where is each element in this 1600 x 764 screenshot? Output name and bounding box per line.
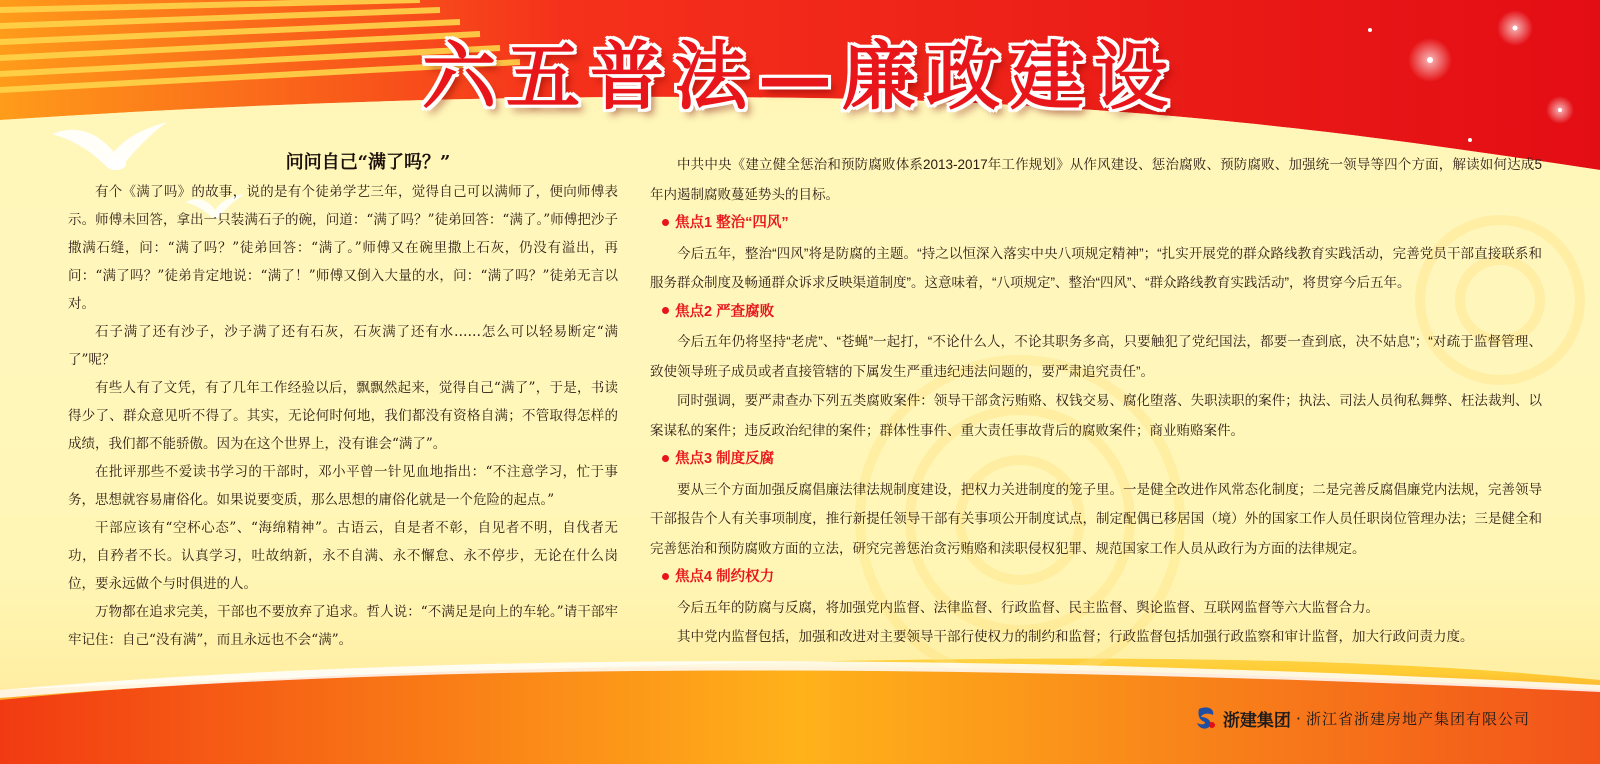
company-name: 浙江省浙建房地产集团有限公司 <box>1305 709 1530 728</box>
bullet-dot-icon <box>662 455 669 462</box>
article-left <box>68 150 618 654</box>
focus-heading <box>650 209 1542 239</box>
paragraph: 同时强调，要严肃查办下列五类腐败案件：领导干部贪污贿赂、权钱交易、腐化堕落、失职渎职的案件；执法、司法人员徇私舞弊、枉法裁判、以案谋私的案件；违反政治纪律的案件；群体性事件、重大责任事故背后的腐败案件；商业贿赂案件。 <box>650 393 1542 438</box>
focus-title: 焦点4 制约权力 <box>675 569 775 585</box>
bullet-dot-icon <box>662 219 669 226</box>
focus-heading <box>650 298 1542 328</box>
bullet-dot-icon <box>662 573 669 580</box>
paragraph: 今后五年仍将坚持“老虎”、“苍蝇”一起打，“不论什么人，不论其职务多高，只要触犯了党纪国法，都要一查到底，决不姑息”；“对疏于监督管理、致使领导班子成员或者直接管辖的下属发生严重违纪违法问题的，要严肃追究责任”。 <box>650 334 1542 379</box>
paragraph: 今后五年的防腐与反腐，将加强党内监督、法律监督、行政监督、民主监督、舆论监督、互联网监督等六大监督合力。 <box>677 599 1379 615</box>
intro-paragraph: 中共中央《建立健全惩治和预防腐败体系2013-2017年工作规划》从作风建设、惩治腐败、预防腐败、加强统一领导等四个方面，解读如何达成5年内遏制腐败蔓延势头的目标。 <box>650 157 1542 202</box>
footer <box>1195 703 1530 733</box>
paragraph: 干部应该有“空杯心态”、“海绵精神”。古语云，自是者不彰，自见者不明，自伐者无功，自矜者不长。认真学习，吐故纳新，永不自满、永不懈怠、永不停步，无论在什么岗位，要永远做个与时俱进的人。 <box>68 520 618 592</box>
paragraph: 其中党内监督包括，加强和改进对主要领导干部行使权力的制约和监督；行政监督包括加强行政监察和审计监督，加大行政问责力度。 <box>677 629 1474 644</box>
paragraph: 有些人有了文凭，有了几年工作经验以后，飘飘然起来，觉得自己“满了”，于是，书读得少了、群众意见听不得了。其实，无论何时何地，我们都没有资格自满；不管取得怎样的成绩，我们都不能骄傲。因为在这个世界上，没有谁会“满了”。 <box>68 380 618 452</box>
separator: · <box>1295 708 1301 728</box>
paragraph: 万物都在追求完美，干部也不要放弃了追求。哲人说：“不满足是向上的车轮。”请干部牢牢记住：自己“没有满”，而且永远也不会“满”。 <box>68 604 618 648</box>
paragraph: 要从三个方面加强反腐倡廉法律法规制度建设，把权力关进制度的笼子里。一是健全改进作风常态化制度；二是完善反腐倡廉党内法规，完善领导干部报告个人有关事项制度，推行新提任领导干部有关事项公开制度试点，制定配偶已移居国（境）外的国家工作人员任职岗位管理办法；三是健全和完善惩治和预防腐败方面的立法，研究完善惩治贪污贿赂和渎职侵权犯罪、规范国家工作人员从政行为方面的法律规定。 <box>650 481 1542 556</box>
brand-name: 浙建集团 <box>1222 710 1291 731</box>
page-title: 六五普法—廉政建设 <box>422 34 1178 120</box>
focus-title: 焦点1 整治“四风” <box>675 215 789 231</box>
paragraph: 今后五年，整治“四风”将是防腐的主题。“持之以恒深入落实中央八项规定精神”；“扎实开展党的群众路线教育实践活动，完善党员干部直接联系和服务群众制度及畅通群众诉求反映渠道制度”。这意味着，“八项规定”、整治“四风”、“群众路线教育实践活动”，将贯穿今后五年。 <box>650 245 1542 290</box>
paragraph: 在批评那些不爱读书学习的干部时，邓小平曾一针见血地指出：“不注意学习，忙于事务，思想就容易庸俗化。如果说要变质，那么思想的庸俗化就是一个危险的起点。” <box>68 464 618 508</box>
article-heading: 问问自己“满了吗？” <box>285 152 451 173</box>
paragraph: 石子满了还有沙子，沙子满了还有石灰，石灰满了还有水……怎么可以轻易断定“满了”呢？ <box>68 324 618 368</box>
article-right <box>650 150 1542 652</box>
focus-title: 焦点3 制度反腐 <box>675 451 775 467</box>
company-logo-icon <box>1195 705 1217 731</box>
bullet-dot-icon <box>662 307 669 314</box>
focus-heading <box>650 563 1542 593</box>
focus-heading <box>650 445 1542 475</box>
paragraph: 有个《满了吗》的故事，说的是有个徒弟学艺三年，觉得自己可以满师了，便向师傅表示。师傅未回答，拿出一只装满石子的碗，问道：“满了吗？”徒弟回答：“满了。”师傅把沙子撒满石缝，问：“满了吗？”徒弟回答：“满了。”师傅又在碗里撒上石灰，仍没有溢出，再问：“满了吗？”徒弟肯定地说：“满了！”师傅又倒入大量的水，问：“满了吗？”徒弟无言以对。 <box>68 184 618 312</box>
focus-title: 焦点2 严查腐败 <box>675 303 775 320</box>
